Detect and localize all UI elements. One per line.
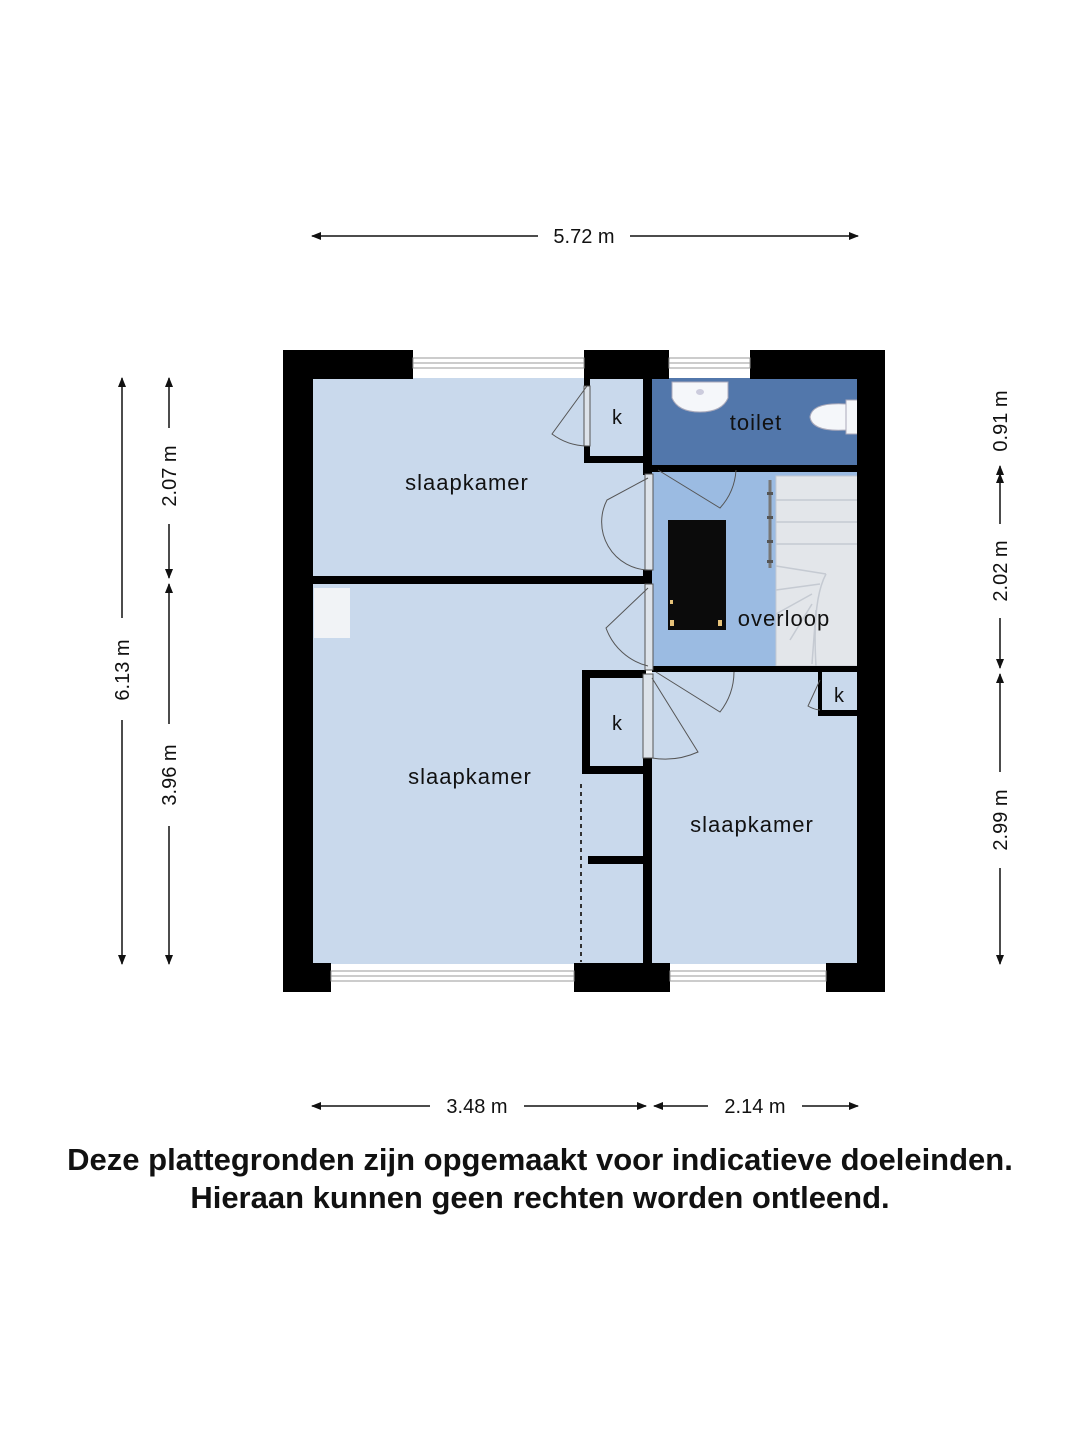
room-label-bedroom-left: slaapkamer [408, 764, 532, 789]
washbasin-icon [672, 382, 728, 412]
dimension-left-upper: 2.07 m [159, 445, 181, 507]
closet-label-right: k [834, 685, 844, 707]
dimension-left-total: 6.13 m [112, 639, 134, 701]
room-label-bedroom-top: slaapkamer [405, 470, 529, 495]
dimension-right-bottom: 2.99 m [990, 789, 1012, 851]
dimension-right-mid: 2.02 m [990, 540, 1012, 602]
closet-label-mid: k [612, 713, 622, 735]
dimension-right-top: 0.91 m [990, 390, 1012, 452]
dimension-bottom-left: 3.48 m [446, 1096, 508, 1118]
corner-white-patch [314, 588, 350, 638]
room-label-toilet: toilet [729, 410, 783, 435]
dimension-top-total: 5.72 m [553, 226, 615, 248]
dimension-left-lower: 3.96 m [159, 744, 181, 806]
room-label-bedroom-right: slaapkamer [690, 812, 814, 837]
desk [668, 520, 726, 630]
room-label-landing: overloop [737, 606, 831, 631]
disclaimer-line-1: Deze plattegronden zijn opgemaakt voor indicatieve doeleinden. [67, 1142, 1013, 1177]
staircase [767, 476, 858, 666]
disclaimer-line-2: Hieraan kunnen geen rechten worden ontleend. [190, 1180, 890, 1215]
closet-label-top: k [612, 407, 622, 429]
dimension-bottom-right: 2.14 m [724, 1096, 786, 1118]
